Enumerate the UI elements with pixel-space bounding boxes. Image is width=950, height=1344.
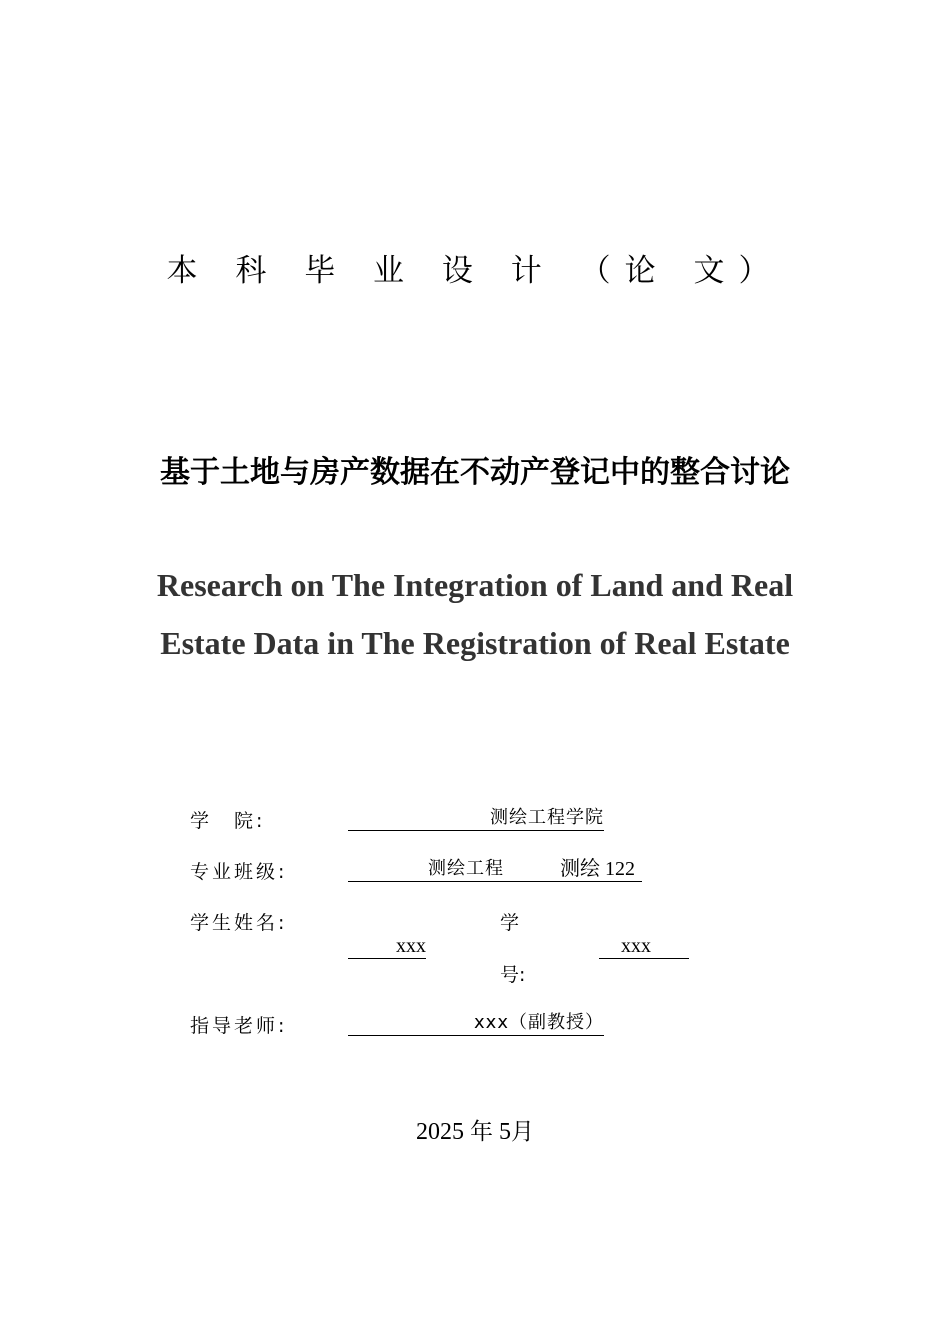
advisor-label: 指导老师	[190, 1015, 279, 1037]
student-name-text: xxx	[396, 935, 426, 957]
date-year: 2025	[416, 1119, 464, 1145]
major-value: 测绘工程	[428, 858, 504, 879]
college-value-text: 测绘工程学院	[490, 807, 604, 828]
class-value: 测绘 122	[560, 858, 635, 880]
student-id-label-top: 学	[500, 912, 520, 934]
student-id-label-bottom: 号:	[500, 964, 526, 986]
college-label: 学 院	[190, 810, 257, 832]
thesis-title-english: Research on The Integration of Land and Real Estate Data in The Registration of Real Estate	[156, 567, 794, 661]
major-label-row	[190, 857, 284, 884]
advisor-value	[348, 1011, 604, 1036]
date-month: 5	[499, 1119, 511, 1145]
student-name-value	[348, 934, 426, 959]
name-label-row	[190, 908, 284, 935]
college-label-row	[190, 806, 262, 833]
submission-date	[0, 1113, 950, 1146]
document-heading: 本 科 毕 业 设 计 （论 文）	[166, 253, 784, 289]
major-colon: :	[278, 861, 285, 883]
student-id-value	[599, 934, 689, 959]
name-label: 学生姓名	[190, 912, 279, 934]
student-id-text: xxx	[621, 935, 651, 957]
college-colon: :	[256, 810, 263, 832]
date-year-unit: 年	[470, 1119, 493, 1145]
name-colon: :	[278, 912, 285, 934]
college-value	[348, 806, 604, 831]
thesis-title-chinese: 基于土地与房产数据在不动产登记中的整合讨论	[160, 455, 790, 490]
major-label: 专业班级	[190, 861, 279, 883]
advisor-colon: :	[278, 1015, 285, 1037]
date-month-unit: 月	[511, 1119, 534, 1145]
major-class-value	[348, 857, 642, 882]
advisor-value-text: xxx（副教授）	[474, 1012, 604, 1033]
advisor-label-row	[190, 1011, 284, 1038]
